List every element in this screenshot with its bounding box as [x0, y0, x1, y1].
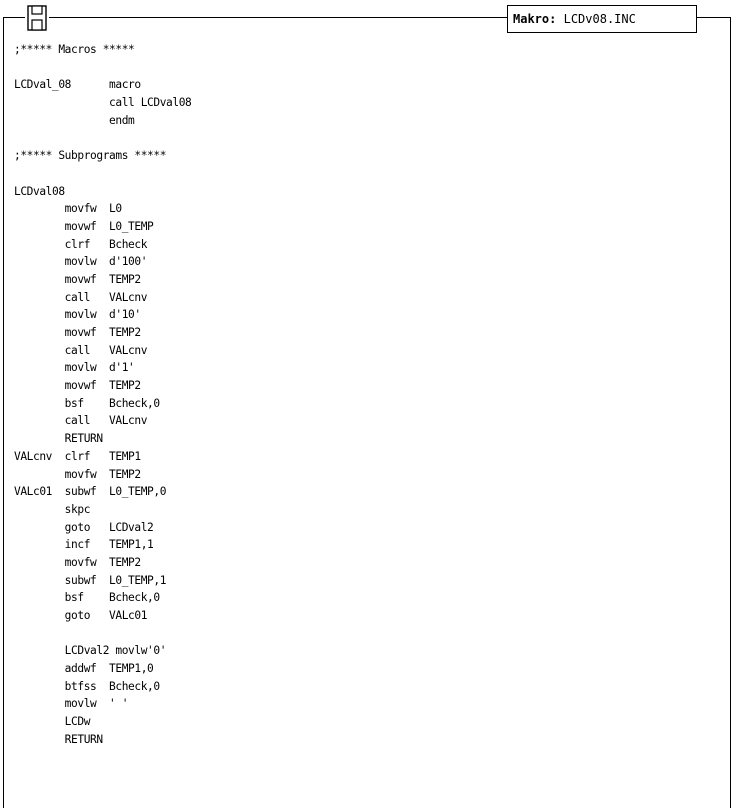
code-line: movlw ' '	[14, 697, 129, 711]
code-line: bsf Bcheck,0	[14, 396, 160, 410]
code-line: RETURN	[14, 732, 103, 746]
code-line	[14, 625, 191, 643]
code-line: VALc01 subwf L0_TEMP,0	[14, 485, 167, 499]
title-label: Makro:	[513, 12, 557, 26]
code-line: movlw d'1'	[14, 361, 135, 375]
code-listing	[14, 41, 191, 749]
code-line: movwf TEMP2	[14, 272, 141, 286]
code-line: endm	[14, 113, 135, 127]
code-line: addwf TEMP1,0	[14, 662, 154, 676]
code-line: VALcnv clrf TEMP1	[14, 449, 141, 463]
floppy-disk-icon[interactable]	[25, 3, 49, 33]
code-line: call VALcnv	[14, 290, 148, 304]
code-line: movfw TEMP2	[14, 555, 141, 569]
code-line: btfss Bcheck,0	[14, 679, 160, 693]
code-line: subwf L0_TEMP,1	[14, 573, 167, 587]
code-line: call VALcnv	[14, 343, 148, 357]
code-line: bsf Bcheck,0	[14, 591, 160, 605]
code-line: LCDval2 movlw'0'	[14, 644, 167, 658]
code-line: ;***** Subprograms *****	[14, 149, 167, 163]
code-line: movlw d'10'	[14, 308, 141, 322]
code-line: goto VALc01	[14, 609, 148, 622]
code-line	[14, 165, 191, 183]
code-line: movwf TEMP2	[14, 326, 141, 339]
title-filename: LCDv08.INC	[563, 12, 636, 26]
file-title	[507, 5, 697, 33]
code-line: movwf L0_TEMP	[14, 219, 154, 233]
code-line: skpc	[14, 502, 91, 516]
code-line: LCDval08	[14, 184, 65, 198]
code-line	[14, 59, 191, 77]
code-line: movfw TEMP2	[14, 467, 141, 481]
code-line: movwf TEMP2	[14, 379, 141, 393]
code-line: call VALcnv	[14, 414, 148, 428]
code-line: call LCDval08	[14, 96, 192, 110]
code-line: clrf Bcheck	[14, 237, 148, 251]
code-line: LCDval_08 macro	[14, 78, 141, 92]
code-line: movfw L0	[14, 202, 122, 216]
code-line: ;***** Macros *****	[14, 43, 135, 56]
code-line: movlw d'100'	[14, 255, 148, 269]
code-line: LCDw	[14, 715, 91, 729]
code-line	[14, 129, 191, 147]
code-line: RETURN	[14, 432, 103, 446]
code-line: incf TEMP1,1	[14, 538, 154, 552]
code-line: goto LCDval2	[14, 520, 154, 534]
